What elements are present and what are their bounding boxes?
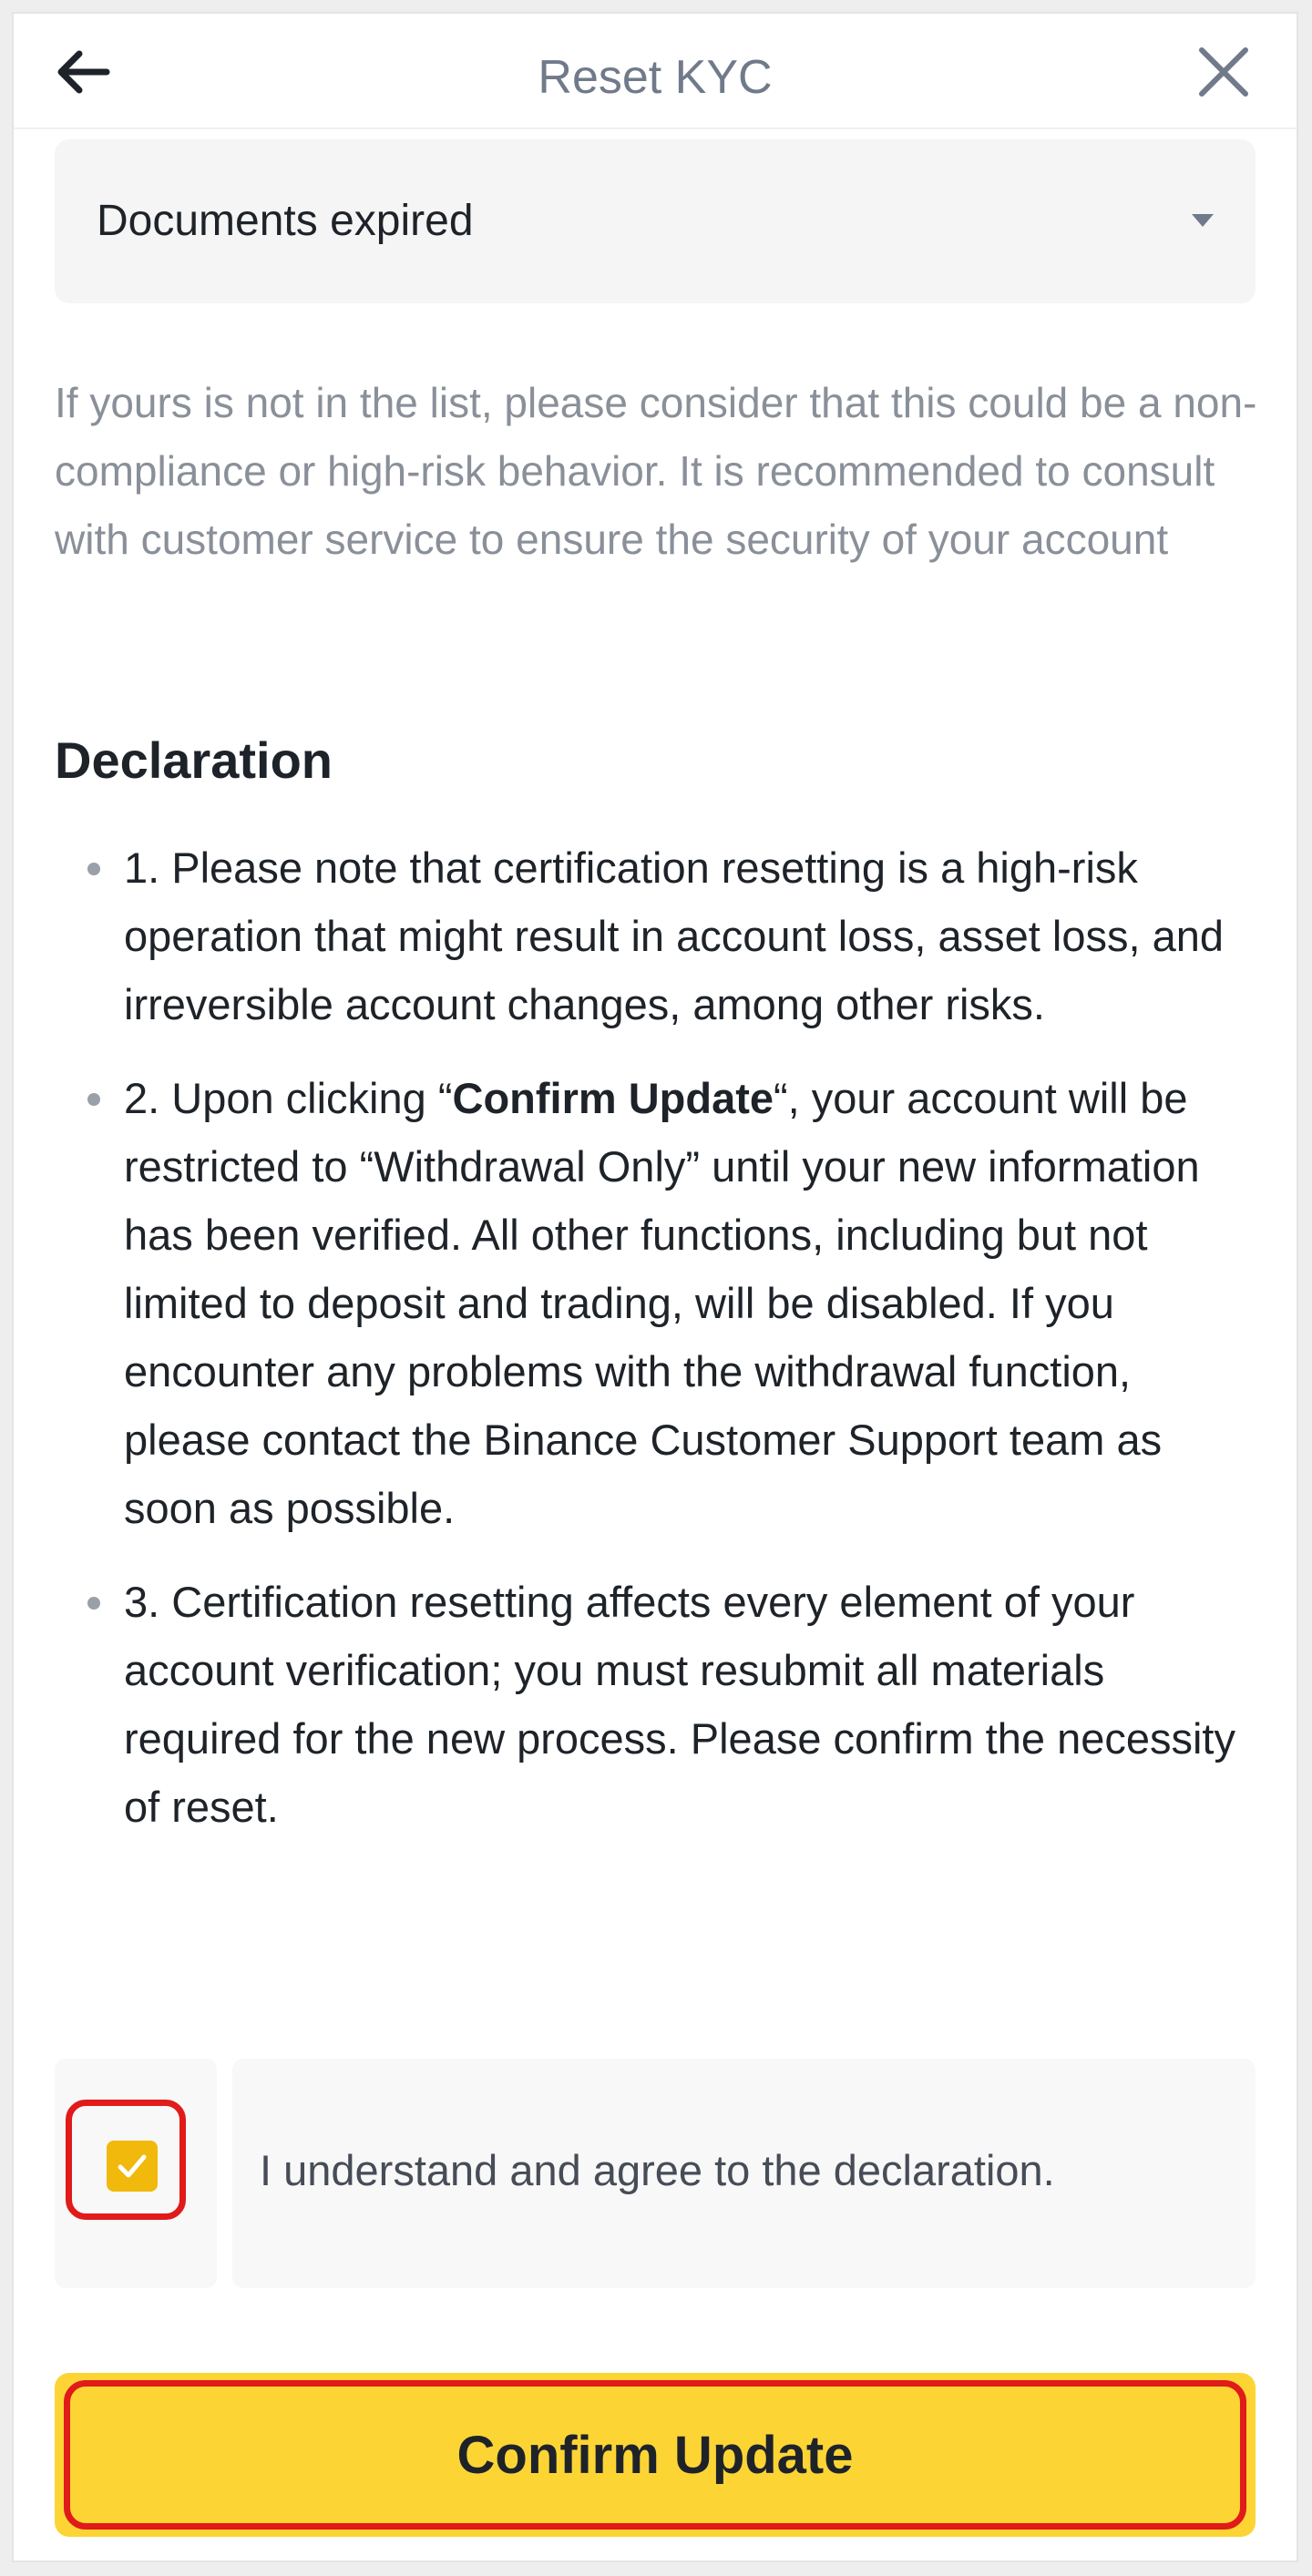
- declaration-item-3-text: 3. Certification resetting affects every element of your account verification; you must resubmit all materials required for the new process. Please confirm the necessity of reset.: [124, 1578, 1235, 1831]
- declaration-item-2-suffix: “, your account will be restricted to “Withdrawal Only” until your new information has been verified. All other functions, including but not limited to deposit and trading, will be disabled. If you encounter any problems with the withdrawal function, please contact the Binance Customer Support team as soon as possible.: [124, 1074, 1200, 1532]
- header: [14, 14, 1297, 129]
- declaration-item-3: [55, 1568, 1239, 1841]
- close-icon[interactable]: [1187, 36, 1260, 108]
- agreement-label[interactable]: I understand and agree to the declaration.: [260, 2146, 1055, 2194]
- bullet-icon: [87, 863, 100, 875]
- agreement-checkbox[interactable]: [107, 2141, 158, 2192]
- declaration-item-2-prefix: 2. Upon clicking “: [124, 1074, 453, 1122]
- bullet-icon: [87, 1597, 100, 1610]
- bullet-icon: [87, 1093, 100, 1106]
- reason-select-value: Documents expired: [97, 197, 474, 245]
- declaration-item-1-text: 1. Please note that certification resetting is a high-risk operation that might result in account loss, asset loss, and irreversible account changes, among other risks.: [124, 843, 1224, 1028]
- declaration-title: Declaration: [55, 731, 333, 789]
- page-title: Reset KYC: [538, 51, 773, 104]
- caret-down-icon: [1192, 214, 1214, 227]
- reason-select[interactable]: [55, 139, 1256, 303]
- declaration-item-2: [55, 1064, 1239, 1542]
- declaration-item-1: [55, 833, 1239, 1038]
- checkmark-icon: [116, 2148, 149, 2184]
- confirm-update-button[interactable]: Confirm Update: [64, 2380, 1246, 2530]
- app-frame: [14, 14, 1297, 2561]
- declaration-item-2-bold: Confirm Update: [452, 1074, 774, 1122]
- declaration-list: [55, 833, 1239, 1866]
- reason-notice: If yours is not in the list, please consider that this could be a non-compliance or high-risk behavior. It is recommended to consult with customer service to ensure the security of your account: [55, 379, 1257, 563]
